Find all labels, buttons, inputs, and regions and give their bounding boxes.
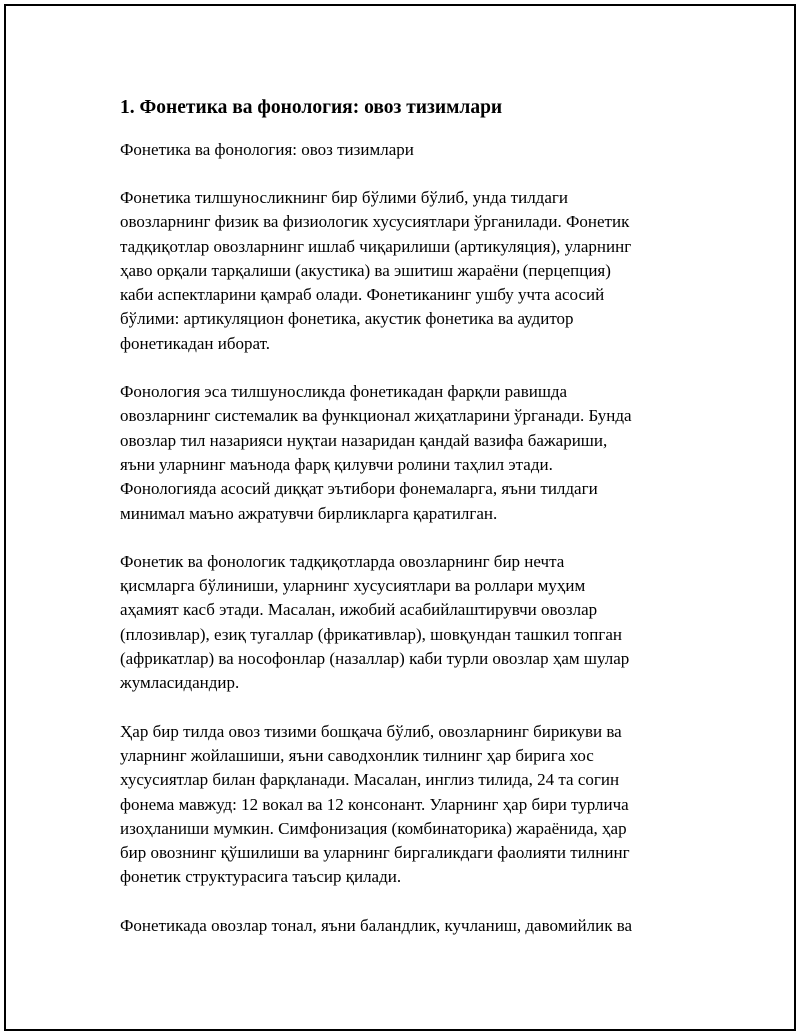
paragraph-line: ҳаво орқали тарқалиши (акустика) ва эшитиш жараёни (перцепция) — [120, 260, 611, 280]
paragraph-line: хусусиятлар билан фарқланади. Масалан, инглиз тилида, 24 та согин — [120, 770, 620, 790]
paragraph-line: изоҳланиши мумкин. Симфонизация (комбинаторика) жараёнида, ҳар — [120, 818, 627, 838]
paragraph-line: фонетик структурасига таъсир қилади. — [120, 867, 402, 887]
page-subtitle: Фонетика ва фонология: овоз тизимлари — [120, 140, 414, 159]
paragraph — [120, 550, 700, 696]
paragraph-line: овозларнинг физик ва физиологик хусусиятлари ўрганилади. Фонетик — [120, 212, 630, 232]
paragraph — [120, 914, 700, 938]
paragraph-line: Фонология эса тилшуносликда фонетикадан фарқли равишда — [120, 382, 568, 402]
paragraph-line: Фонетик ва фонологик тадқиқотларда овозларнинг бир нечта — [120, 551, 565, 571]
paragraph-line: овозлар тил назарияси нуқтаи назаридан қандай вазифа бажариши, — [120, 430, 608, 450]
paragraph-line: аҳамият касб этади. Масалан, ижобий асабийлаштирувчи овозлар — [120, 600, 598, 620]
paragraph-line: уларнинг жойлашиши, яъни саводхонлик тилнинг ҳар бирига хос — [120, 745, 594, 765]
paragraph-line: (плозивлар), езиқ тугаллар (фрикативлар), шовқундан ташкил топган — [120, 624, 622, 644]
paragraph-line: овозларнинг системалик ва функционал жиҳатларини ўрганади. Бунда — [120, 406, 632, 426]
page-title: 1. Фонетика ва фонология: овоз тизимлари — [120, 97, 503, 118]
paragraph-line: Ҳар бир тилда овоз тизими бошқача бўлиб, овозларнинг бирикуви ва — [120, 721, 622, 741]
paragraph-list — [120, 186, 700, 938]
paragraph-line: Фонетикада овозлар тонал, яъни баландлик, кучланиш, давомийлик ва — [120, 915, 633, 935]
paragraph-line: каби аспектларини қамраб олади. Фонетиканинг ушбу учта асосий — [120, 285, 605, 305]
paragraph-line: қисмларга бўлиниши, уларнинг хусусиятлари ва роллари муҳим — [120, 576, 586, 596]
paragraph-line: фонетикадан иборат. — [120, 333, 271, 353]
paragraph-line: бўлими: артикуляцион фонетика, акустик фонетика ва аудитор — [120, 309, 574, 329]
paragraph-line: (африкатлар) ва нософонлар (назаллар) каби турли овозлар ҳам шулар — [120, 649, 630, 669]
paragraph-line: жумласидандир. — [120, 673, 240, 693]
paragraph-line: Фонологияда асосий диққат эътибори фонемаларга, яъни тилдаги — [120, 479, 598, 499]
paragraph-line: минимал маъно ажратувчи бирликларга қаратилган. — [120, 503, 498, 523]
paragraph — [120, 380, 700, 526]
paragraph-line: бир овознинг қўшилиши ва уларнинг биргаликдаги фаолияти тилнинг — [120, 843, 630, 863]
paragraph-line: яъни уларнинг маънода фарқ қилувчи ролини таҳлил этади. — [120, 454, 553, 474]
paragraph-line: тадқиқотлар овозларнинг ишлаб чиқарилиши (артикуляция), уларнинг — [120, 236, 632, 256]
paragraph-line: Фонетика тилшуносликнинг бир бўлими бўлиб, унда тилдаги — [120, 188, 568, 207]
document-page — [4, 4, 796, 1031]
paragraph-line: фонема мавжуд: 12 вокал ва 12 консонант. Уларнинг ҳар бири турлича — [120, 794, 629, 814]
document-content — [120, 96, 700, 962]
paragraph — [120, 186, 700, 356]
paragraph — [120, 720, 700, 890]
